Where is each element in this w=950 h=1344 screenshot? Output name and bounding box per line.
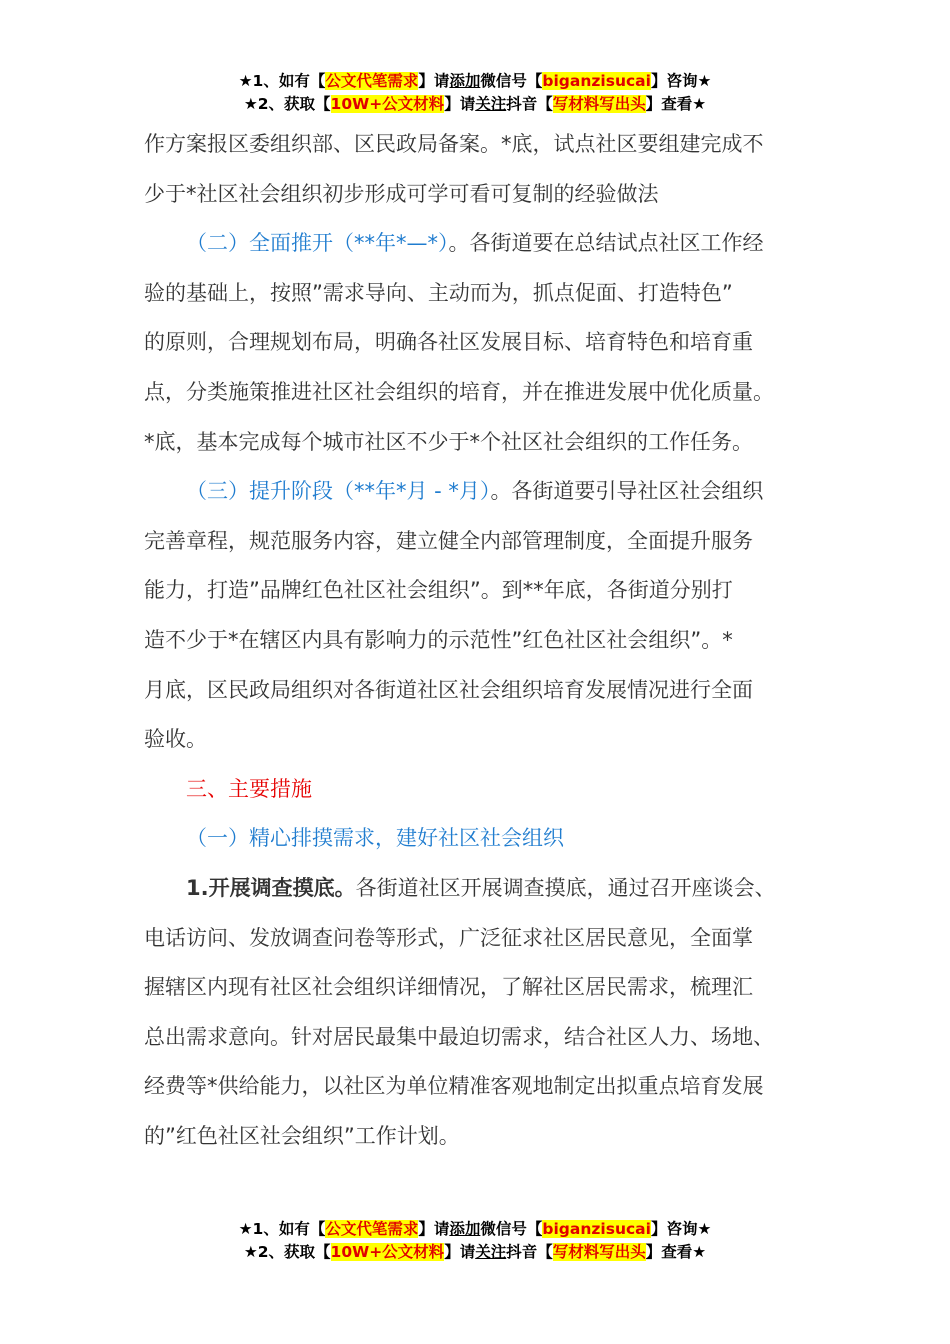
body-line: 验收。 bbox=[144, 727, 207, 752]
banner-text: 抖音【 bbox=[506, 1243, 553, 1261]
banner-underline: 添加 bbox=[449, 72, 481, 90]
banner-text: 抖音【 bbox=[506, 95, 553, 113]
banner-text: 微信号【 bbox=[480, 72, 543, 90]
banner-highlight: 公文代笔需求 bbox=[325, 72, 419, 90]
banner-highlight: 公文代笔需求 bbox=[325, 1220, 419, 1238]
banner-underline: 关注 bbox=[475, 95, 507, 113]
footer-banner bbox=[0, 1218, 950, 1264]
banner-highlight: 10W+公文材料 bbox=[330, 95, 445, 113]
body-line: 作方案报区委组织部、区民政局备案。*底，试点社区要组建完成不 bbox=[144, 132, 764, 156]
body-line: 月底，区民政局组织对各街道社区社会组织培育发展情况进行全面 bbox=[144, 677, 753, 702]
banner-text: 】咨询★ bbox=[650, 1220, 712, 1238]
document-body bbox=[144, 120, 812, 1161]
banner-text: ★1、如有【 bbox=[238, 1220, 326, 1238]
banner-wechat-id: biganzisucai bbox=[542, 1220, 651, 1238]
section-2-paragraph bbox=[144, 219, 812, 269]
banner-text: ★1、如有【 bbox=[238, 72, 326, 90]
banner-text: ★2、获取【 bbox=[243, 1243, 331, 1261]
section-3-heading: （三）提升阶段（**年*月 - *月） bbox=[186, 479, 491, 504]
body-line: 的原则，合理规划布局，明确各社区发展目标、培育特色和培育重 bbox=[144, 330, 753, 355]
banner-line-2 bbox=[0, 93, 950, 116]
body-line: *底，基本完成每个城市社区不少于*个社区社会组织的工作任务。 bbox=[144, 429, 753, 454]
section-2-heading: （二）全面推开（**年*—*） bbox=[186, 231, 449, 256]
banner-text: 】请 bbox=[418, 72, 450, 90]
body-line: 经费等*供给能力，以社区为单位精准客观地制定出拟重点培育发展 bbox=[144, 1074, 764, 1099]
banner-text: 】查看★ bbox=[645, 95, 707, 113]
body-line: 能力，打造”品牌红色社区社会组织”。到**年底，各街道分别打 bbox=[144, 578, 733, 603]
banner-line-1 bbox=[0, 1218, 950, 1241]
banner-douyin-id: 写材料写出头 bbox=[552, 1243, 646, 1261]
item-1-title: 1.开展调查摸底。 bbox=[186, 875, 356, 900]
body-text: 。各街道要在总结试点社区工作经 bbox=[448, 231, 764, 256]
banner-text: 】请 bbox=[444, 1243, 476, 1261]
subheading-3-1: （一）精心排摸需求，建好社区社会组织 bbox=[186, 826, 564, 851]
body-line: 造不少于*在辖区内具有影响力的示范性”红色社区社会组织”。* bbox=[144, 627, 733, 652]
body-line: 握辖区内现有社区社会组织详细情况，了解社区居民需求，梳理汇 bbox=[144, 975, 753, 1000]
banner-text: 】查看★ bbox=[645, 1243, 707, 1261]
banner-text: ★2、获取【 bbox=[243, 95, 331, 113]
banner-line-1 bbox=[0, 70, 950, 93]
banner-text: 】请 bbox=[444, 95, 476, 113]
section-3-paragraph bbox=[144, 467, 812, 517]
body-line: 完善章程，规范服务内容，建立健全内部管理制度，全面提升服务 bbox=[144, 528, 753, 553]
banner-underline: 添加 bbox=[449, 1220, 481, 1238]
banner-douyin-id: 写材料写出头 bbox=[552, 95, 646, 113]
body-line: 点，分类施策推进社区社会组织的培育，并在推进发展中优化质量。 bbox=[144, 379, 774, 404]
banner-wechat-id: biganzisucai bbox=[542, 72, 651, 90]
body-line: 少于*社区社会组织初步形成可学可看可复制的经验做法 bbox=[144, 181, 659, 206]
header-banner bbox=[0, 70, 950, 116]
main-heading-3: 三、主要措施 bbox=[186, 776, 312, 801]
body-line: 电话访问、发放调查问卷等形式，广泛征求社区居民意见，全面掌 bbox=[144, 925, 753, 950]
banner-text: 】请 bbox=[418, 1220, 450, 1238]
banner-text: 微信号【 bbox=[480, 1220, 543, 1238]
banner-text: 】咨询★ bbox=[650, 72, 712, 90]
banner-underline: 关注 bbox=[475, 1243, 507, 1261]
body-text: 。各街道要引导社区社会组织 bbox=[490, 479, 764, 504]
body-line: 的”红色社区社会组织”工作计划。 bbox=[144, 1123, 460, 1148]
body-line: 总出需求意向。针对居民最集中最迫切需求，结合社区人力、场地、 bbox=[144, 1024, 774, 1049]
body-line: 验的基础上，按照”需求导向、主动而为，抓点促面、打造特色” bbox=[144, 280, 733, 305]
banner-line-2 bbox=[0, 1241, 950, 1264]
item-1-paragraph bbox=[144, 864, 812, 914]
body-text: 各街道社区开展调查摸底，通过召开座谈会、 bbox=[355, 875, 776, 900]
banner-highlight: 10W+公文材料 bbox=[330, 1243, 445, 1261]
